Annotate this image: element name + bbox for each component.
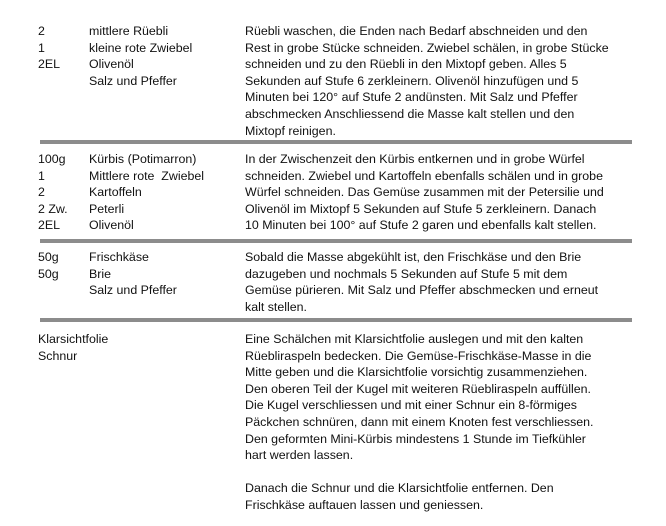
instruction-line: kalt stellen. xyxy=(245,299,307,314)
ingredient-name: Kürbis (Potimarron) xyxy=(89,152,197,166)
instruction-line: dazugeben und nochmals 5 Sekunden auf Stufe 5 mit dem xyxy=(245,266,568,281)
ingredient-row xyxy=(38,201,238,218)
ingredient-name: Klarsichtfolie xyxy=(38,332,109,346)
ingredient-row xyxy=(38,40,238,57)
ingredient-name: Salz und Pfeffer xyxy=(89,73,177,88)
ingredient-quantity: 50g xyxy=(38,266,59,281)
instruction-line: Päckchen schnüren, dann mit einem Knoten fest verschliessen. xyxy=(245,414,594,429)
instruction-line: Eine Schälchen mit Klarsichtfolie auslegen und mit den kalten xyxy=(245,332,584,346)
instruction-line: Gemüse pürieren. Mit Salz und Pfeffer abschmecken und erneut xyxy=(245,283,599,298)
ingredient-name: Salz und Pfeffer xyxy=(89,283,177,298)
section-divider xyxy=(40,318,632,322)
ingredient-name: Olivenöl xyxy=(89,57,134,72)
ingredient-quantity: 1 xyxy=(38,40,45,55)
instruction-line: Olivenöl im Mixtopf 5 Sekunden auf Stufe 5 zerkleinern. Danach xyxy=(245,201,597,216)
section-divider xyxy=(40,239,632,243)
ingredient-row xyxy=(38,56,238,73)
instruction-blank-line xyxy=(245,464,645,481)
ingredient-row xyxy=(38,151,238,168)
ingredient-row xyxy=(38,23,238,40)
ingredient-name: Schnur xyxy=(38,348,78,363)
ingredient-row xyxy=(38,282,238,299)
instruction-line: hart werden lassen. xyxy=(245,448,354,463)
ingredient-quantity: 2 Zw. xyxy=(38,201,68,216)
section-divider xyxy=(40,140,632,144)
instruction-text xyxy=(245,331,645,514)
instruction-line: schneiden. Zwiebel und Kartoffeln ebenfalls schälen und in grobe xyxy=(245,168,603,183)
ingredient-name: Kartoffeln xyxy=(89,185,142,200)
instruction-line: Rüebli waschen, die Enden nach Bedarf abschneiden und den xyxy=(245,24,588,38)
ingredient-quantity: 100g xyxy=(38,152,66,166)
ingredient-quantity: 2 xyxy=(38,185,45,200)
ingredient-row xyxy=(38,73,238,90)
ingredient-row xyxy=(38,217,238,234)
ingredient-row xyxy=(38,168,238,185)
instruction-text xyxy=(245,151,645,234)
ingredient-quantity: 50g xyxy=(38,250,59,264)
instruction-line: Würfel schneiden. Das Gemüse zusammen mit der Petersilie und xyxy=(245,185,604,200)
instruction-line: schneiden und zu den Rüebli in den Mixtopf geben. Alles 5 xyxy=(245,57,567,72)
ingredient-list xyxy=(38,151,238,234)
ingredient-list xyxy=(38,249,238,299)
ingredient-name: kleine rote Zwiebel xyxy=(89,40,193,55)
instruction-line: Den geformten Mini-Kürbis mindestens 1 Stunde im Tiefkühler xyxy=(245,431,586,446)
instruction-line: abschmecken Anschliessend die Masse kalt stellen und den xyxy=(245,106,575,121)
instruction-line: Sobald die Masse abgekühlt ist, den Frischkäse und den Brie xyxy=(245,250,582,264)
ingredient-name: Peterli xyxy=(89,201,125,216)
instruction-line: Mitte geben und die Klarsichtfolie vorsichtig zusammenziehen. xyxy=(245,365,588,380)
ingredient-name: Frischkäse xyxy=(89,250,149,264)
ingredient-row xyxy=(38,266,238,283)
ingredient-name: Brie xyxy=(89,266,112,281)
ingredient-quantity xyxy=(38,73,89,90)
ingredient-quantity: 2 xyxy=(38,24,45,38)
instruction-line: Den oberen Teil der Kugel mit weiteren Rüebliraspeln auffüllen. xyxy=(245,381,591,396)
instruction-text xyxy=(245,23,645,139)
ingredient-name: Mittlere rote Zwiebel xyxy=(89,168,204,183)
instruction-line: Frischkäse auftauen lassen und geniessen. xyxy=(245,497,484,512)
instruction-text xyxy=(245,249,645,315)
ingredient-row xyxy=(38,331,238,348)
instruction-line: 10 Minuten bei 100° auf Stufe 2 garen und ebenfalls kalt stellen. xyxy=(245,218,597,233)
ingredient-row xyxy=(38,348,238,365)
ingredient-quantity: 2EL xyxy=(38,57,61,72)
instruction-line: Mixtopf reinigen. xyxy=(245,123,336,138)
instruction-line: Minuten bei 120° auf Stufe 2 andünsten. Mit Salz und Pfeffer xyxy=(245,90,578,105)
ingredient-row xyxy=(38,249,238,266)
ingredient-list xyxy=(38,331,238,364)
instruction-line: Sekunden auf Stufe 6 zerkleinern. Olivenöl hinzufügen und 5 xyxy=(245,73,579,88)
instruction-line: Rüebliraspeln bedecken. Die Gemüse-Frischkäse-Masse in die xyxy=(245,348,592,363)
instruction-line: In der Zwischenzeit den Kürbis entkernen und in grobe Würfel xyxy=(245,152,585,166)
instruction-line: Die Kugel verschliessen und mit einer Schnur ein 8-förmiges xyxy=(245,398,577,413)
ingredient-name: Olivenöl xyxy=(89,218,134,233)
ingredient-quantity: 2EL xyxy=(38,218,61,233)
ingredient-quantity xyxy=(38,282,89,299)
ingredient-name: mittlere Rüebli xyxy=(89,24,169,38)
ingredient-quantity: 1 xyxy=(38,168,45,183)
ingredient-list xyxy=(38,23,238,89)
ingredient-row xyxy=(38,184,238,201)
instruction-line: Danach die Schnur und die Klarsichtfolie entfernen. Den xyxy=(245,481,554,496)
instruction-line: Rest in grobe Stücke schneiden. Zwiebel schälen, in grobe Stücke xyxy=(245,40,609,55)
